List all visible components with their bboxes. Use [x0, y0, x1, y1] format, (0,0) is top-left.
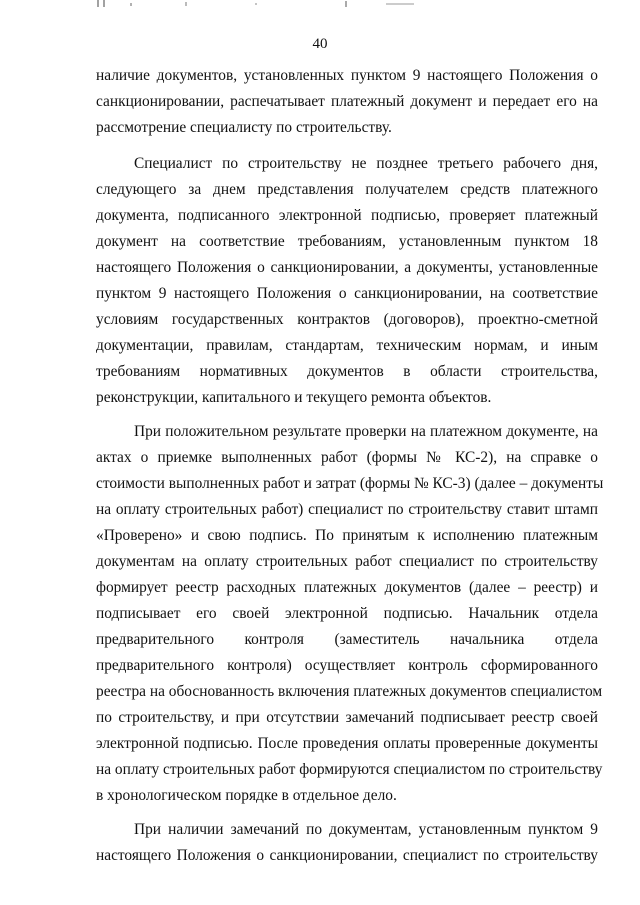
- text-line: документации, правилам, стандартам, техническим нормам, и иным: [96, 337, 598, 354]
- scan-edge-marks: [96, 0, 426, 10]
- text-line: в хронологическом порядке в отдельное дело.: [96, 787, 397, 804]
- text-line: на оплату строительных работ) специалист по строительству ставит штамп: [96, 501, 598, 518]
- text-line: предварительного контроля (заместитель начальника отдела: [96, 631, 598, 648]
- text-line: Специалист по строительству не позднее третьего рабочего дня,: [134, 155, 598, 172]
- text-line: стоимости выполненных работ и затрат (формы № КС-3) (далее – документы: [96, 475, 604, 492]
- text-line: рассмотрение специалисту по строительству.: [96, 119, 392, 136]
- text-line: настоящего Положения о санкционировании, специалист по строительству: [96, 847, 598, 864]
- text-line: реестра на обоснованность включения платежных документов специалистом: [96, 683, 603, 700]
- text-line: электронной подписью. После проведения оплаты проверенные документы: [96, 735, 598, 752]
- text-line: санкционировании, распечатывает платежный документ и передает его на: [96, 93, 598, 110]
- text-line: наличие документов, установленных пунктом 9 настоящего Положения о: [96, 67, 598, 84]
- text-line: актах о приемке выполненных работ (формы № КС-2), на справке о: [96, 449, 598, 466]
- text-line: пунктом 9 настоящего Положения о санкционировании, на соответствие: [96, 285, 598, 302]
- text-line: формирует реестр расходных платежных документов (далее – реестр) и: [96, 579, 598, 596]
- text-line: документ на соответствие требованиям, установленным пунктом 18: [96, 233, 598, 250]
- text-line: по строительству, и при отсутствии замечаний подписывает реестр своей: [96, 709, 598, 726]
- text-line: настоящего Положения о санкционировании, а документы, установленные: [96, 259, 598, 276]
- text-line: на оплату строительных работ формируются специалистом по строительству: [96, 761, 603, 778]
- text-line: требованиям нормативных документов в области строительства,: [96, 363, 598, 380]
- text-line: документам на оплату строительных работ специалист по строительству: [96, 553, 598, 570]
- text-line: подписывает его своей электронной подписью. Начальник отдела: [96, 605, 598, 622]
- text-line: следующего за днем представления получателем средств платежного: [96, 181, 598, 198]
- text-line: При наличии замечаний по документам, установленным пунктом 9: [134, 821, 598, 838]
- text-line: предварительного контроля) осуществляет контроль сформированного: [96, 657, 598, 674]
- page-number: 40: [312, 36, 328, 52]
- text-line: реконструкции, капитального и текущего ремонта объектов.: [96, 389, 492, 406]
- text-line: документа, подписанного электронной подписью, проверяет платежный: [96, 207, 598, 224]
- text-line: «Проверено» и свою подпись. По принятым к исполнению платежным: [96, 527, 598, 544]
- text-line: условиям государственных контрактов (договоров), проектно-сметной: [96, 311, 598, 328]
- text-line: При положительном результате проверки на платежном документе, на: [134, 423, 598, 440]
